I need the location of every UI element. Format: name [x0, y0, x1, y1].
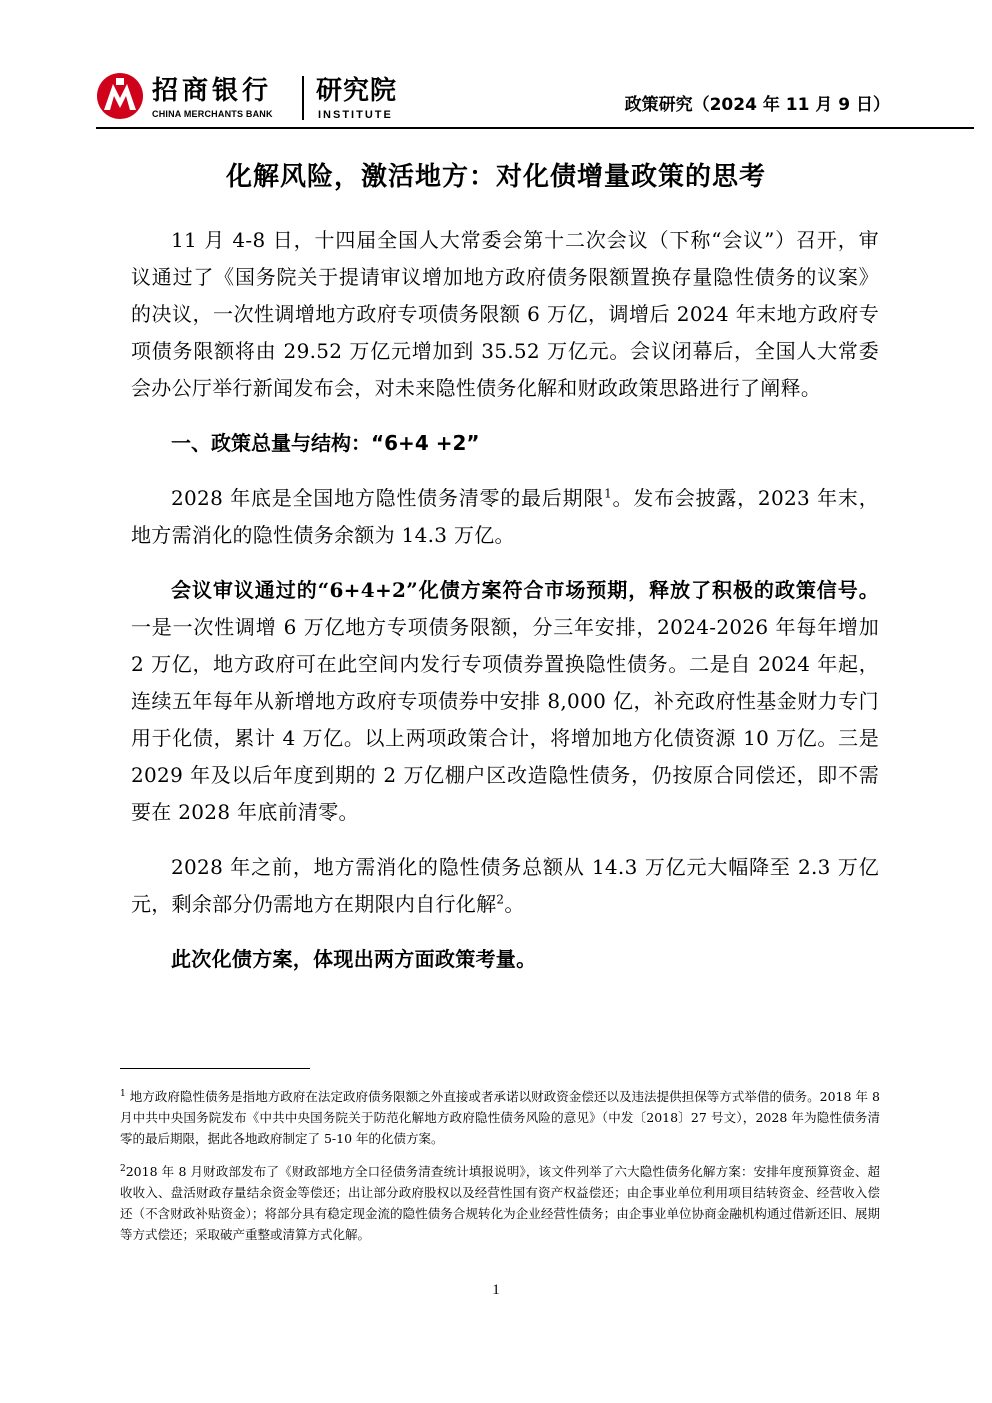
- paragraph-remaining-text: 2028 年之前，地方需消化的隐性债务总额从 14.3 万亿元大幅降至 2.3 万亿元，剩余部分仍需地方在期限内自行化解: [131, 855, 879, 916]
- china-merchants-bank-logo-icon: [96, 72, 144, 120]
- paragraph-plan-text: 一是一次性调增 6 万亿地方专项债务限额，分三年安排，2024-2026 年每年增加 2 万亿，地方政府可在此空间内发行专项债券置换隐性债务。二是自 2024 年起，连续五年每年从新增地方政府专项债券中安排 8,000 亿，补充政府性基金财力专门用于化债，累计 4 万亿。以上两项政策合计，将增加地方化债资源 10 万亿。三是 2029 年及以后年度到期的 2 万亿棚户区改造隐性债务，仍按原合同偿还，即不需要在 2028 年底前清零。: [131, 615, 879, 824]
- institute-name-en: INSTITUTE: [318, 109, 393, 121]
- footnote-mark-2: 2: [120, 1163, 126, 1174]
- paragraph-remaining: [131, 849, 879, 923]
- document-title: 化解风险，激活地方：对化债增量政策的思考: [225, 162, 766, 192]
- brand-name-en: CHINA MERCHANTS BANK: [152, 109, 273, 119]
- page-number: 1: [492, 1282, 500, 1298]
- paragraph-plan: [131, 572, 879, 831]
- footnote-ref-1[interactable]: 1: [604, 486, 613, 501]
- header-rule: [96, 127, 974, 129]
- paragraph-considerations: 此次化债方案，体现出两方面政策考量。: [171, 947, 537, 971]
- paragraph-remaining-tail: 。: [504, 892, 525, 916]
- footnotes: [120, 1086, 880, 1257]
- footnote-2-text: 2018 年 8 月财政部发布了《财政部地方全口径债务清查统计填报说明》，该文件列举了六大隐性债务化解方案：安排年度预算资金、超收收入、盘活财政存量结余资金等偿还；出让部分政府股权以及经营性国有资产权益偿还；由企事业单位利用项目结转资金、经营收入偿还（不含财政补贴资金）；将部分具有稳定现金流的隐性债务合规转化为企业经营性债务；由企事业单位协商金融机构通过借新还旧、展期等方式偿还；采取破产重整或清算方式化解。: [120, 1164, 880, 1242]
- paragraph-deadline-tail: 。发布会披露，2023 年末，地方需消化的隐性债务余额为 14.3 万亿。: [131, 486, 880, 547]
- footnote-1: [120, 1086, 880, 1149]
- footnote-2: [120, 1161, 880, 1245]
- page-header: [0, 0, 992, 130]
- paragraph-intro: 11 月 4-8 日，十四届全国人大常委会第十二次会议（下称“会议”）召开，审议通过了《国务院关于提请审议增加地方政府债务限额置换存量隐性债务的议案》的决议，一次性调增地方政府专项债务限额 6 万亿，调增后 2024 年末地方政府专项债务限额将由 29.52 万亿元增加到 35.52 万亿元。会议闭幕后，全国人大常委会办公厅举行新闻发布会，对未来隐性债务化解和财政政策思路进行了阐释。: [131, 228, 879, 400]
- footnote-1-text: 地方政府隐性债务是指地方政府在法定政府债务限额之外直接或者承诺以财政资金偿还以及违法提供担保等方式举借的债务。2018 年 8 月中共中央国务院发布《中共中央国务院关于防范化解地方政府隐性债务风险的意见》（中发〔2018〕27 号文），2028 年为隐性债务清零的最后期限，据此各地政府制定了 5-10 年的化债方案。: [120, 1089, 880, 1146]
- institute-name-cn: 研究院: [316, 76, 398, 106]
- footnote-ref-2[interactable]: 2: [496, 892, 505, 907]
- footnote-separator: [120, 1068, 310, 1069]
- section-heading: 一、政策总量与结构：“6+4 +2”: [171, 431, 480, 455]
- paragraph-deadline-text: 2028 年底是全国地方隐性债务清零的最后期限: [171, 486, 605, 510]
- footnote-mark-1: 1: [120, 1088, 126, 1099]
- brand-name-cn: 招商银行: [152, 76, 273, 106]
- report-category-date: 政策研究（2024 年 11 月 9 日）: [624, 95, 890, 115]
- paragraph-deadline: [131, 480, 879, 554]
- paragraph-plan-lead: 会议审议通过的“6+4+2”化债方案符合市场预期，释放了积极的政策信号。: [171, 578, 879, 602]
- brand-divider: [302, 76, 304, 120]
- document-body: [131, 222, 879, 996]
